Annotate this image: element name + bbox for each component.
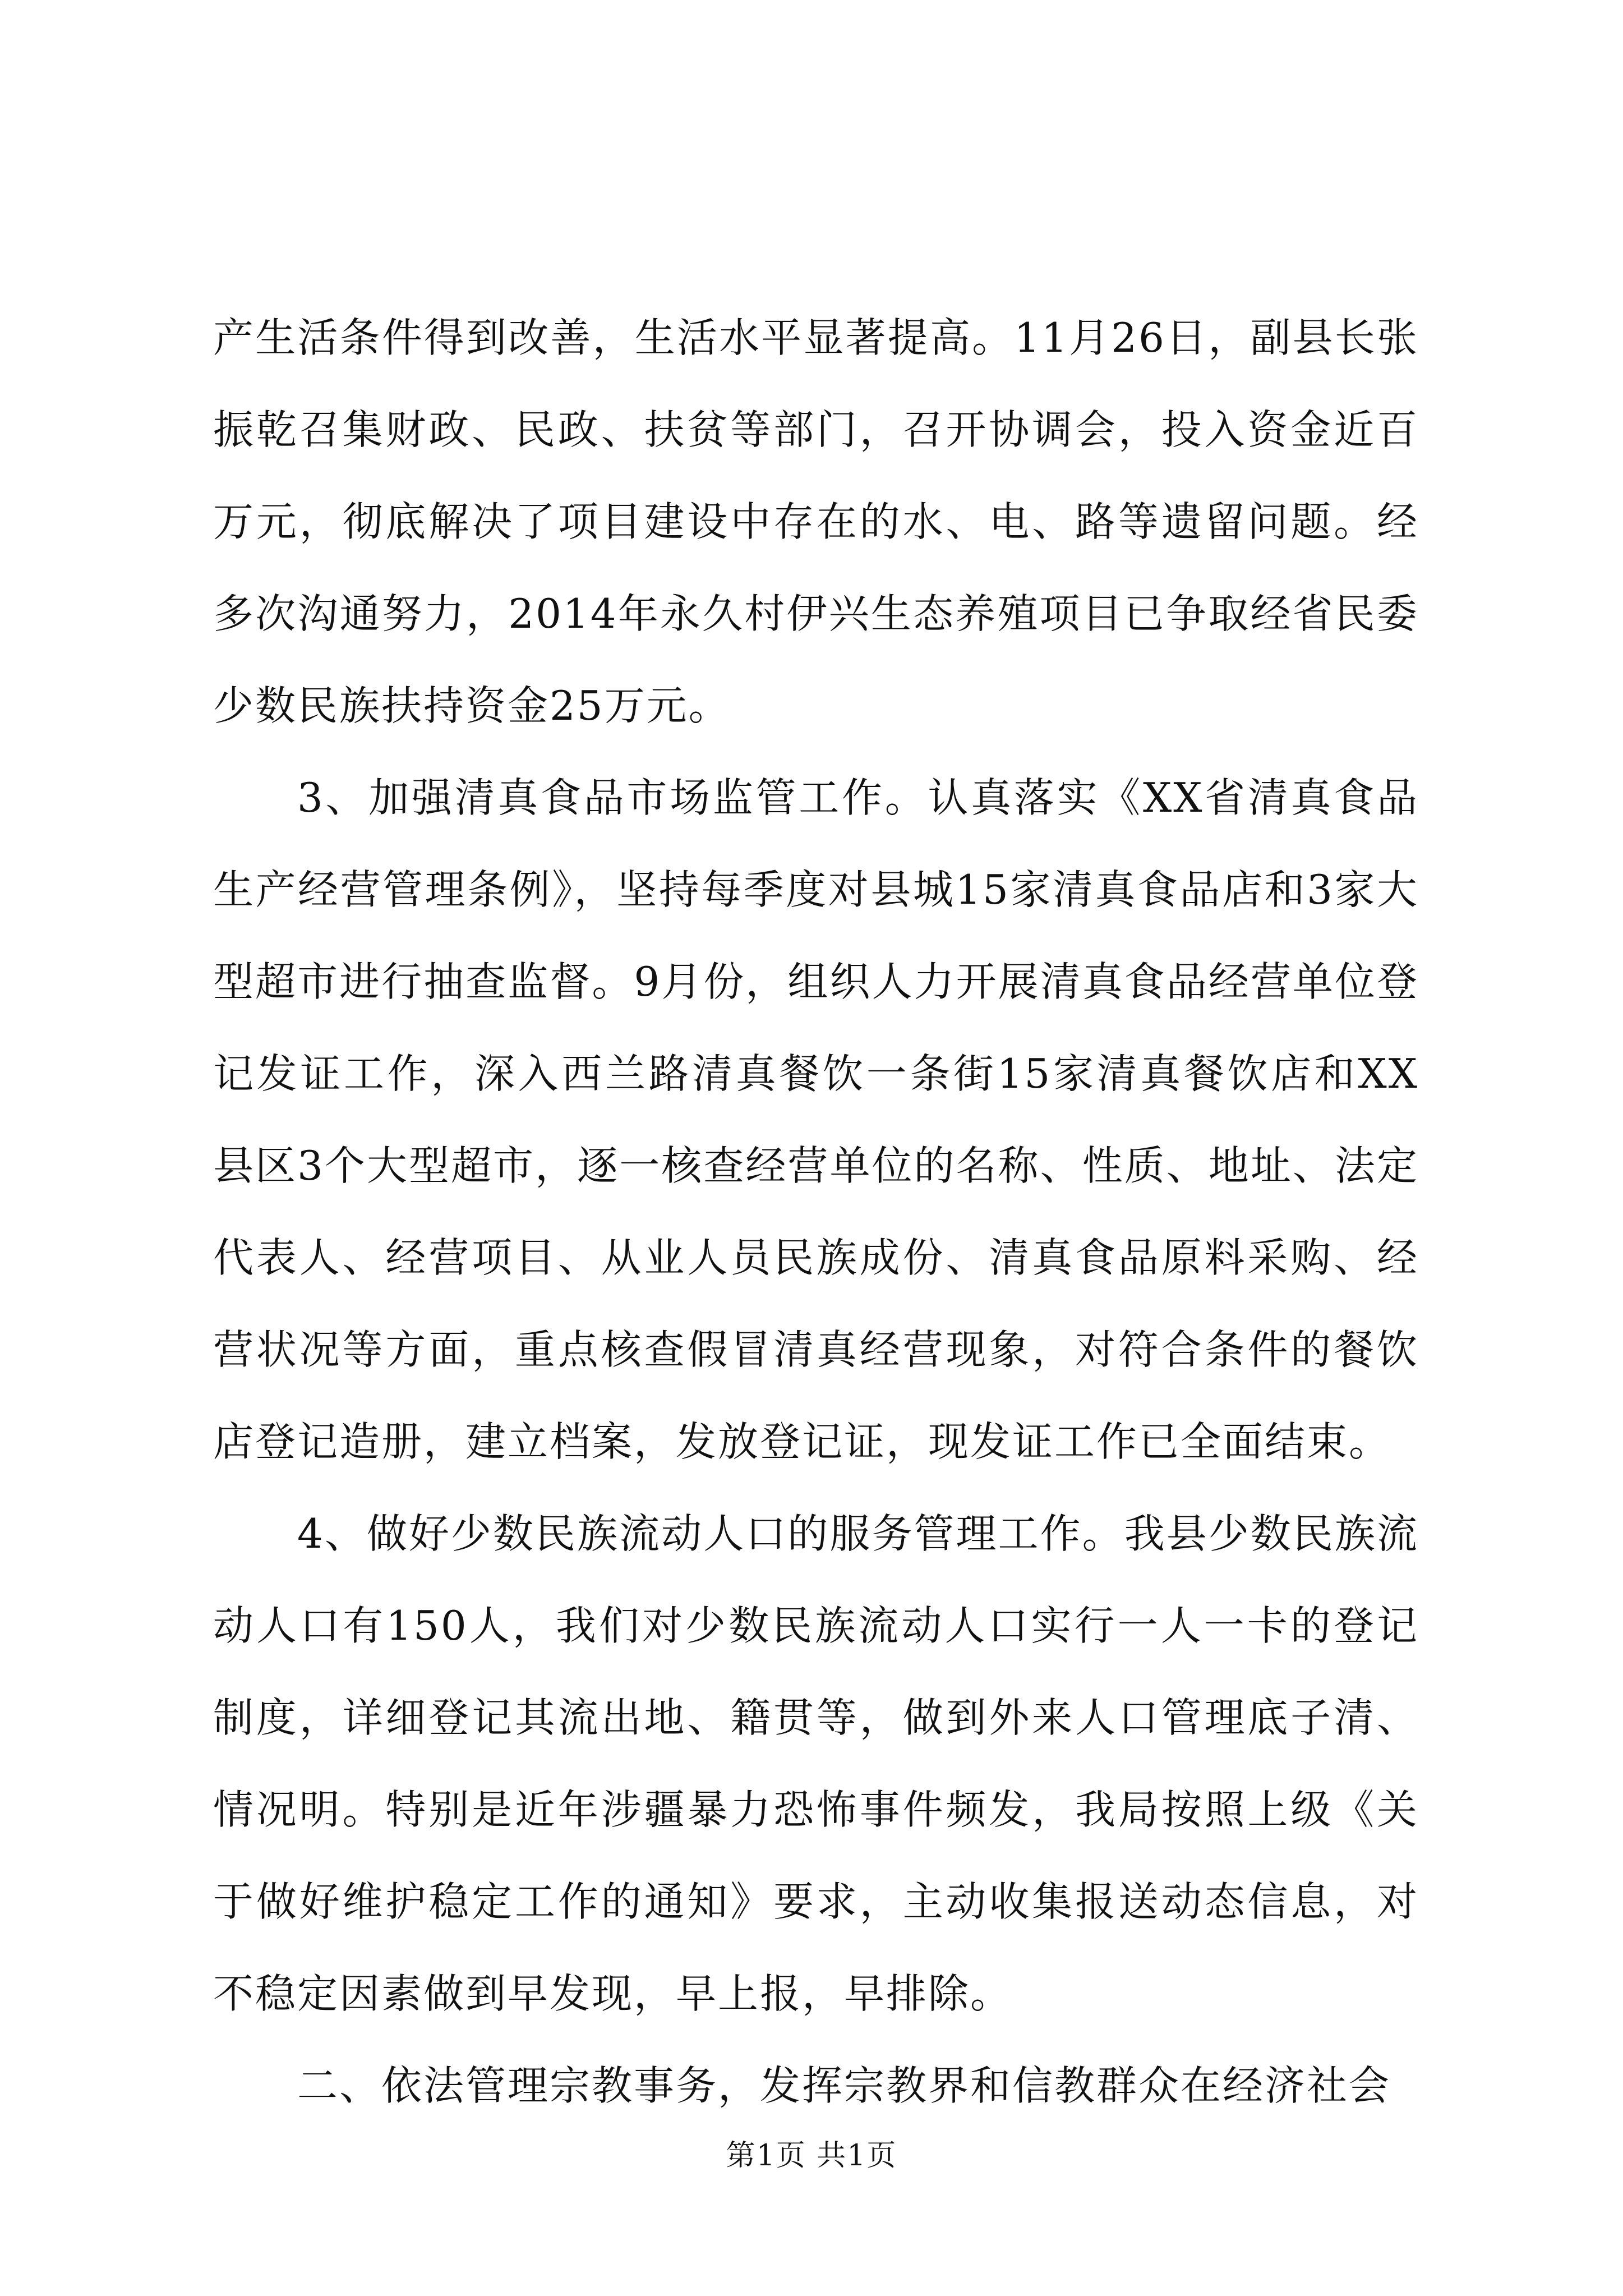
- paragraph-2: 3、加强清真食品市场监管工作。认真落实《XX省清真食品生产经营管理条例》，坚持每季度对县城15家清真食品店和3家大型超市进行抽查监督。9月份，组织人力开展清真食品经营单位登记发证工作，深入西兰路清真餐饮一条街15家清真餐饮店和XX县区3个大型超市，逐一核查经营单位的名称、性质、地址、法定代表人、经营项目、从业人员民族成份、清真食品原料采购、经营状况等方面，重点核查假冒清真经营现象，对符合条件的餐饮店登记造册，建立档案，发放登记证，现发证工作已全面结束。: [213, 774, 1419, 1465]
- document-body: [213, 292, 1419, 2132]
- paragraph-3: 4、做好少数民族流动人口的服务管理工作。我县少数民族流动人口有150人，我们对少数民族流动人口实行一人一卡的登记制度，详细登记其流出地、籍贯等，做到外来人口管理底子清、情况明。特别是近年涉疆暴力恐怖事件频发，我局按照上级《关于做好维护稳定工作的通知》要求，主动收集报送动态信息，对不稳定因素做到早发现，早上报，早排除。: [213, 1510, 1419, 2017]
- page-footer: 第1页 共1页: [726, 2139, 897, 2173]
- paragraph-4: 二、依法管理宗教事务，发挥宗教界和信教群众在经济社会: [297, 2062, 1391, 2109]
- paragraph-1: 产生活条件得到改善，生活水平显著提高。11月26日，副县长张振乾召集财政、民政、扶贫等部门，召开协调会，投入资金近百万元，彻底解决了项目建设中存在的水、电、路等遗留问题。经多次沟通努力，2014年永久村伊兴生态养殖项目已争取经省民委少数民族扶持资金25万元。: [213, 314, 1419, 729]
